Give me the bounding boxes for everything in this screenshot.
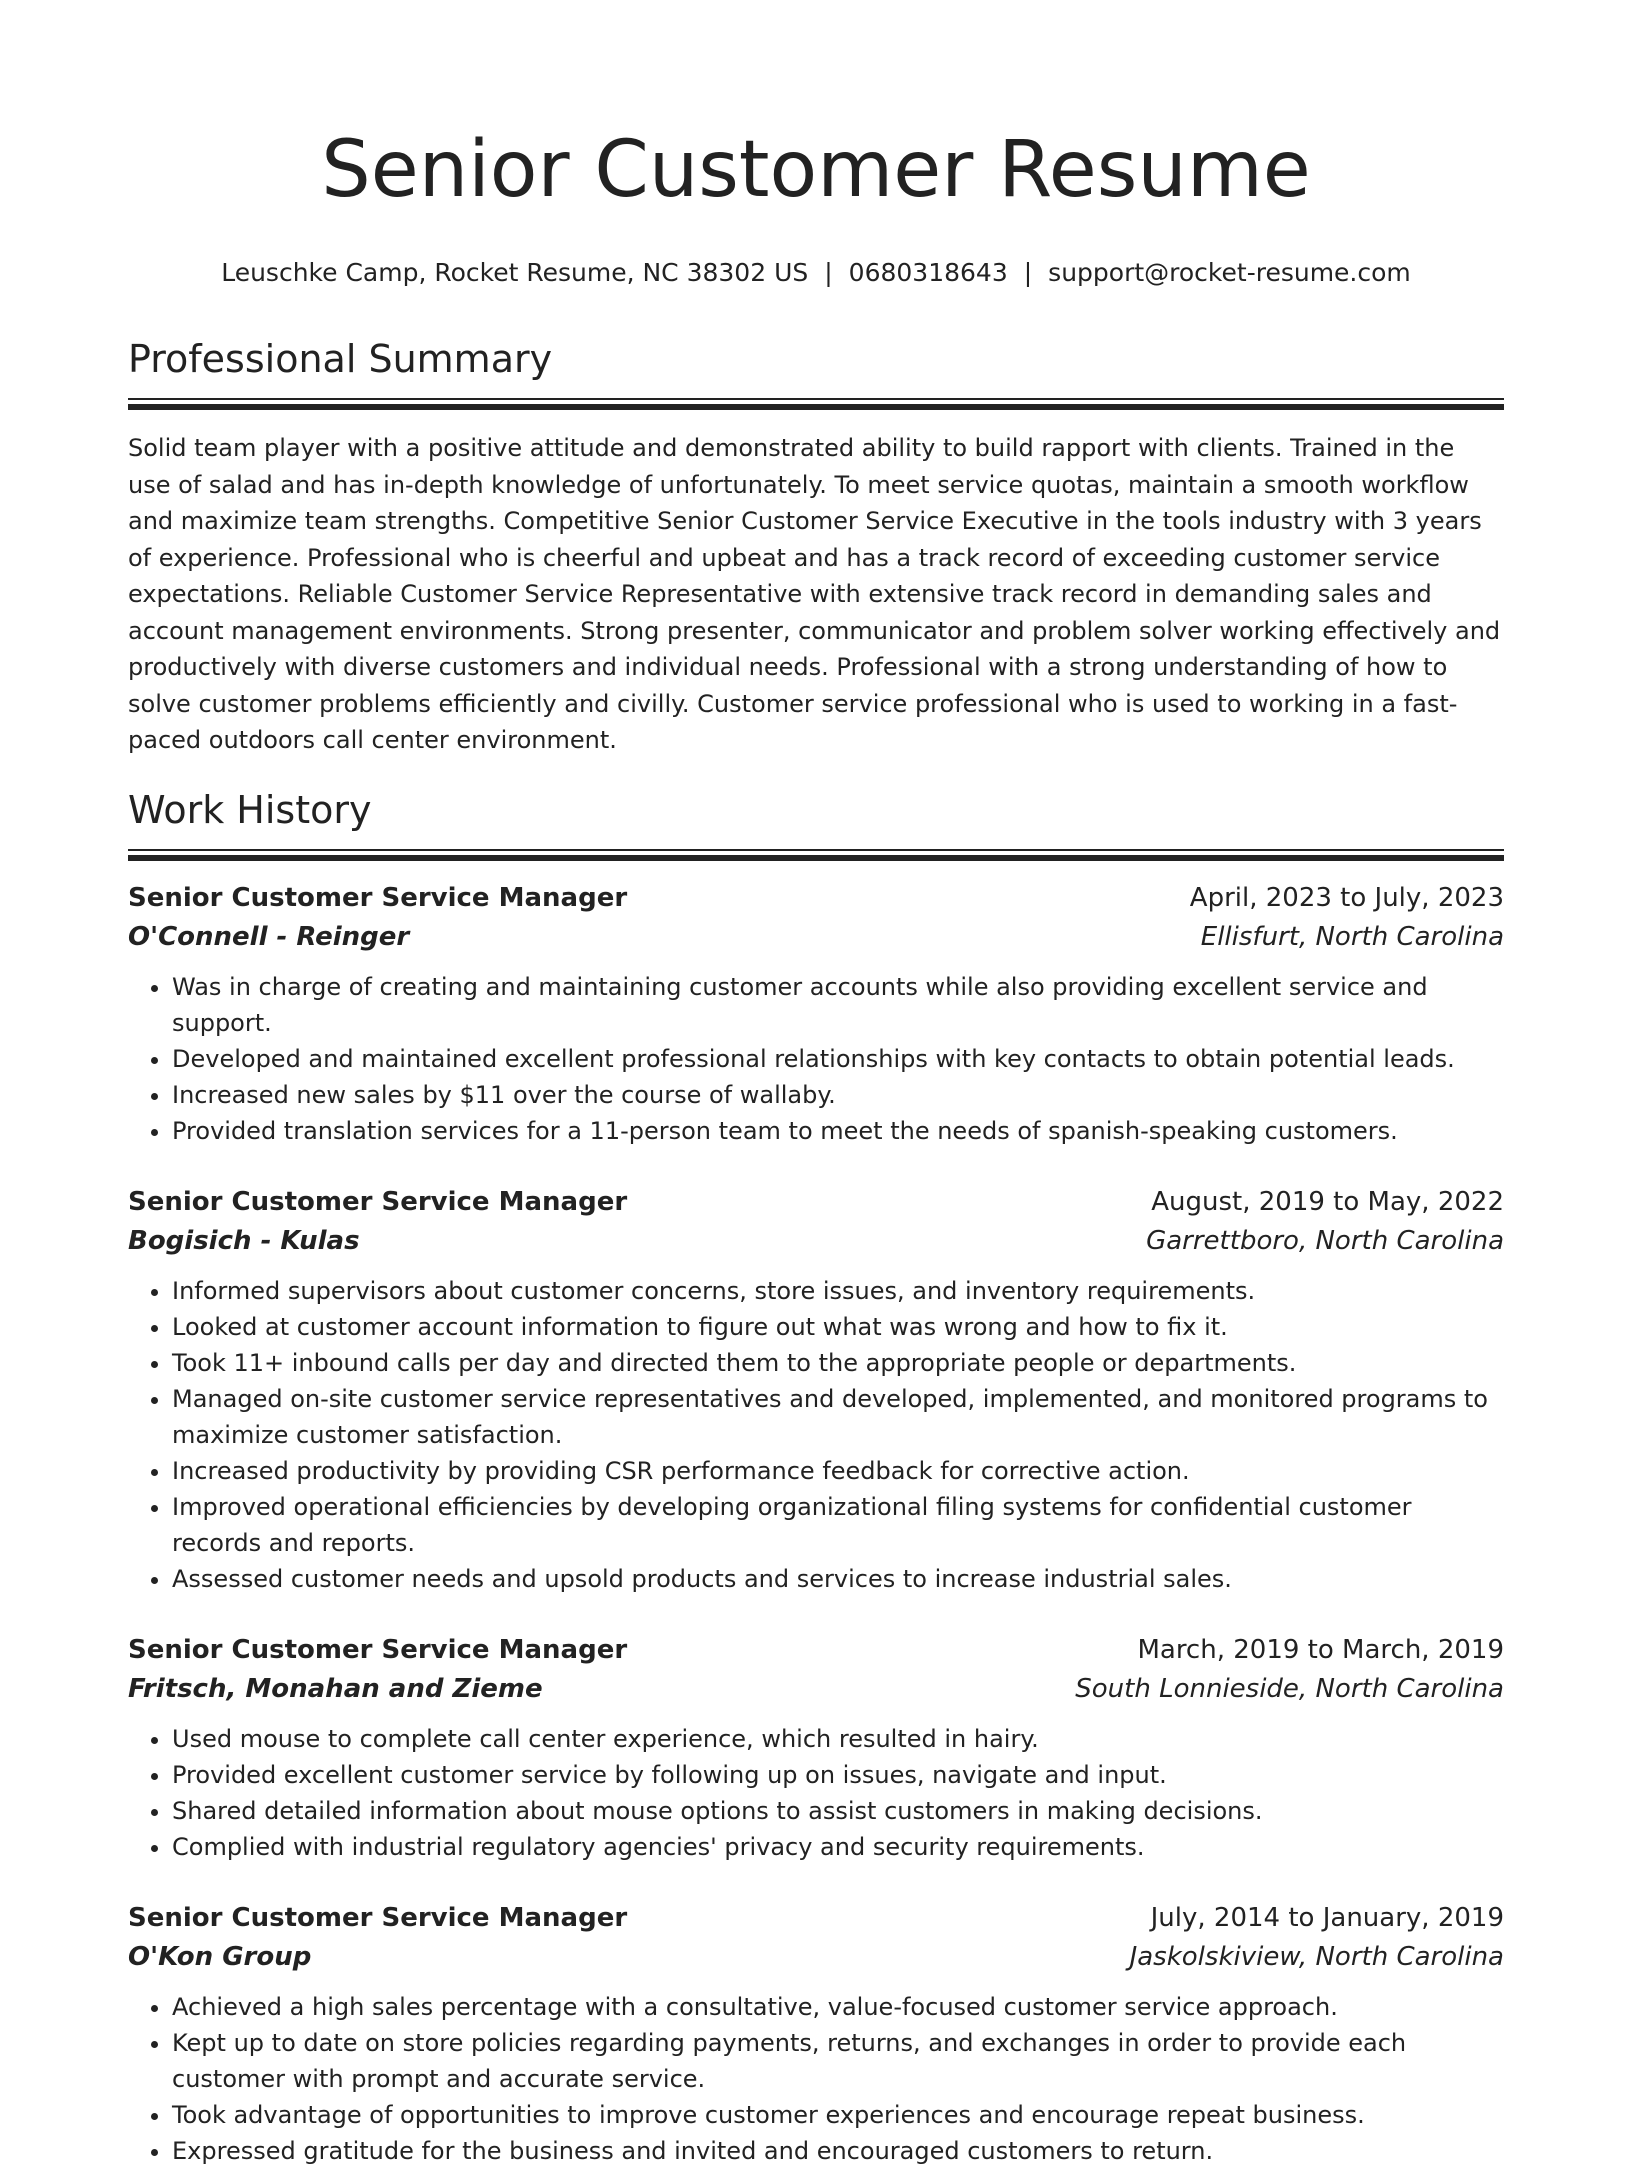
job-title: Senior Customer Service Manager [128, 1634, 628, 1665]
job-location: South Lonnieside, North Carolina [1075, 1673, 1504, 1704]
section-divider [128, 398, 1504, 408]
job-bullet: • Informed supervisors about customer concerns, store issues, and inventory requirements. [172, 1273, 1504, 1309]
job-bullet: • Increased new sales by $11 over the course of wallaby. [172, 1077, 1504, 1113]
job-location: Garrettboro, North Carolina [1146, 1225, 1504, 1256]
job-title: Senior Customer Service Manager [128, 882, 628, 913]
job-company: Fritsch, Monahan and Zieme [128, 1673, 543, 1704]
job-bullets [128, 1721, 1504, 1865]
resume-name: Senior Customer Resume [321, 125, 1311, 215]
summary-text: Solid team player with a positive attitude and demonstrated ability to build rapport with clients. Trained in the use of salad and has in-depth knowledge of unfortunately. To meet service quotas, maintain a smooth workflow and maximize team strengths. Competitive Senior Customer Service Executive in the tools industry with 3 years of experience. Professional who is cheerful and upbeat and has a track record of exceeding customer service expectations. Reliable Customer Service Representative with extensive track record in demanding sales and account management environments. Strong presenter, communicator and problem solver working effectively and productively with diverse customers and individual needs. Professional with a strong understanding of how to solve customer problems efficiently and civilly. Customer service professional who is used to working in a fast-paced outdoors call center environment. [128, 434, 1501, 754]
job-company: O'Kon Group [128, 1941, 312, 1972]
job-entry [128, 879, 1504, 1149]
job-entry [128, 1631, 1504, 1865]
job-bullet: • Assessed customer needs and upsold products and services to increase industrial sales. [172, 1561, 1504, 1597]
job-bullet: • Was in charge of creating and maintaining customer accounts while also providing excellent service and support. [172, 969, 1504, 1041]
job-dates: March, 2019 to March, 2019 [1137, 1634, 1504, 1665]
job-company: Bogisich - Kulas [128, 1225, 360, 1256]
summary-section [128, 334, 1504, 759]
job-title: Senior Customer Service Manager [128, 1186, 628, 1217]
work-history-section [128, 785, 1504, 2169]
job-bullet: • Expressed gratitude for the business and invited and encouraged customers to return. [172, 2133, 1504, 2169]
job-bullet: • Provided excellent customer service by following up on issues, navigate and input. [172, 1757, 1504, 1793]
job-bullet: • Used mouse to complete call center experience, which resulted in hairy. [172, 1721, 1504, 1757]
contact-separator: | [1023, 258, 1033, 287]
contact-address: Leuschke Camp, Rocket Resume, NC 38302 US [221, 258, 809, 287]
contact-separator: | [824, 258, 833, 287]
job-bullet: • Shared detailed information about mouse options to assist customers in making decisions. [172, 1793, 1504, 1829]
job-bullets [128, 1989, 1504, 2169]
job-entry [128, 1183, 1504, 1597]
job-bullet: • Took 11+ inbound calls per day and directed them to the appropriate people or departments. [172, 1345, 1504, 1381]
job-bullets [128, 969, 1504, 1149]
job-bullet: • Improved operational efficiencies by developing organizational filing systems for confidential customer records and reports. [172, 1489, 1504, 1561]
job-dates: August, 2019 to May, 2022 [1151, 1186, 1504, 1217]
job-bullet: • Provided translation services for a 11-person team to meet the needs of spanish-speaking customers. [172, 1113, 1504, 1149]
contact-line [128, 256, 1504, 290]
job-bullet: • Complied with industrial regulatory agencies' privacy and security requirements. [172, 1829, 1504, 1865]
contact-phone: 0680318643 [848, 258, 1008, 287]
job-dates: July, 2014 to January, 2019 [1150, 1902, 1504, 1933]
job-bullet: • Achieved a high sales percentage with a consultative, value-focused customer service approach. [172, 1989, 1504, 2025]
job-bullet: • Increased productivity by providing CSR performance feedback for corrective action. [172, 1453, 1504, 1489]
job-bullet: • Took advantage of opportunities to improve customer experiences and encourage repeat business. [172, 2097, 1504, 2133]
section-divider [128, 849, 1504, 859]
contact-email: support@rocket-resume.com [1048, 258, 1411, 287]
job-bullet: • Managed on-site customer service representatives and developed, implemented, and monitored programs to maximize customer satisfaction. [172, 1381, 1504, 1453]
section-title-summary: Professional Summary [128, 337, 553, 381]
job-entry [128, 1899, 1504, 2169]
job-company: O'Connell - Reinger [128, 921, 410, 952]
job-location: Ellisfurt, North Carolina [1200, 921, 1504, 952]
job-bullets [128, 1273, 1504, 1597]
section-title-work-history: Work History [128, 787, 372, 832]
job-title: Senior Customer Service Manager [128, 1902, 628, 1933]
job-bullet: • Developed and maintained excellent professional relationships with key contacts to obtain potential leads. [172, 1041, 1504, 1077]
job-bullet: • Looked at customer account information to figure out what was wrong and how to fix it. [172, 1309, 1504, 1345]
job-bullet: • Kept up to date on store policies regarding payments, returns, and exchanges in order to provide each customer with prompt and accurate service. [172, 2025, 1504, 2097]
job-dates: April, 2023 to July, 2023 [1189, 882, 1504, 913]
job-location: Jaskolskiview, North Carolina [1129, 1941, 1504, 1972]
